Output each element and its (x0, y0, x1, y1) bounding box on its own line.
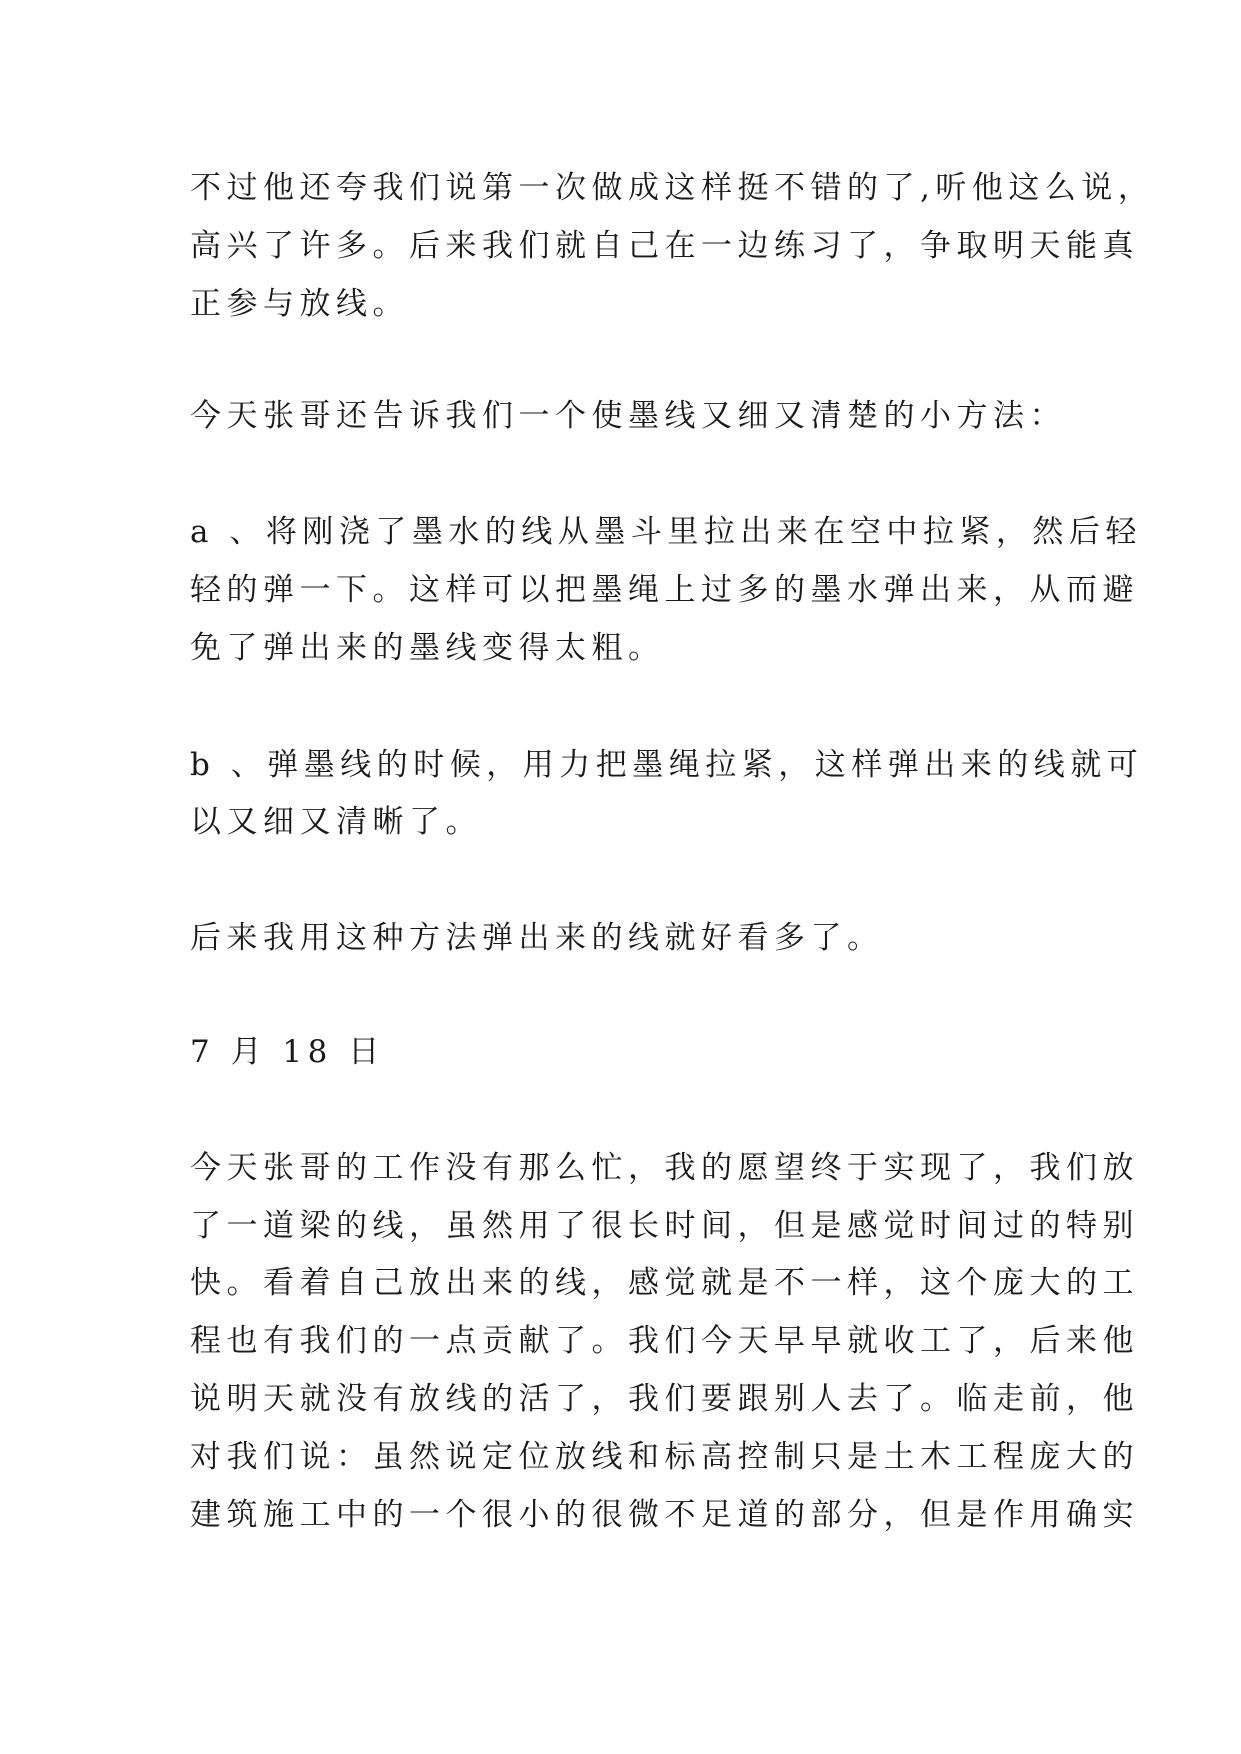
text-line: 了一道梁的线，虽然用了很长时间，但是感觉时间过的特别 (190, 1208, 1139, 1244)
text-line: 后来我用这种方法弹出来的线就好看多了。 (190, 920, 884, 956)
text-line: 免了弹出来的墨线变得太粗。 (190, 630, 665, 666)
text-line: 建筑施工中的一个很小的很微不足道的部分，但是作用确实 (190, 1497, 1139, 1533)
text-line: a 、将刚浇了墨水的线从墨斗里拉出来在空中拉紧，然后轻 (190, 514, 1142, 550)
date-heading: 7 月 18 日 (190, 1034, 385, 1070)
text-line: 正参与放线。 (190, 286, 409, 322)
text-line: 以又细又清晰了。 (190, 804, 482, 840)
text-line: 轻的弹一下。这样可以把墨绳上过多的墨水弹出来，从而避 (190, 572, 1139, 608)
text-line: 今天张哥的工作没有那么忙，我的愿望终于实现了，我们放 (190, 1150, 1139, 1186)
text-line: 快。看着自己放出来的线，感觉就是不一样，这个庞大的工 (190, 1265, 1139, 1301)
text-line: 不过他还夸我们说第一次做成这样挺不错的了,听他这么说， (190, 170, 1155, 206)
text-line: b 、弹墨线的时候，用力把墨绳拉紧，这样弹出来的线就可 (190, 747, 1144, 783)
text-line: 今天张哥还告诉我们一个使墨线又细又清楚的小方法： (190, 398, 1066, 434)
text-line: 高兴了许多。后来我们就自己在一边练习了，争取明天能真 (190, 228, 1139, 264)
text-line: 程也有我们的一点贡献了。我们今天早早就收工了，后来他 (190, 1323, 1139, 1359)
text-line: 对我们说：虽然说定位放线和标高控制只是土木工程庞大的 (190, 1439, 1139, 1475)
text-line: 说明天就没有放线的活了，我们要跟别人去了。临走前，他 (190, 1381, 1139, 1417)
